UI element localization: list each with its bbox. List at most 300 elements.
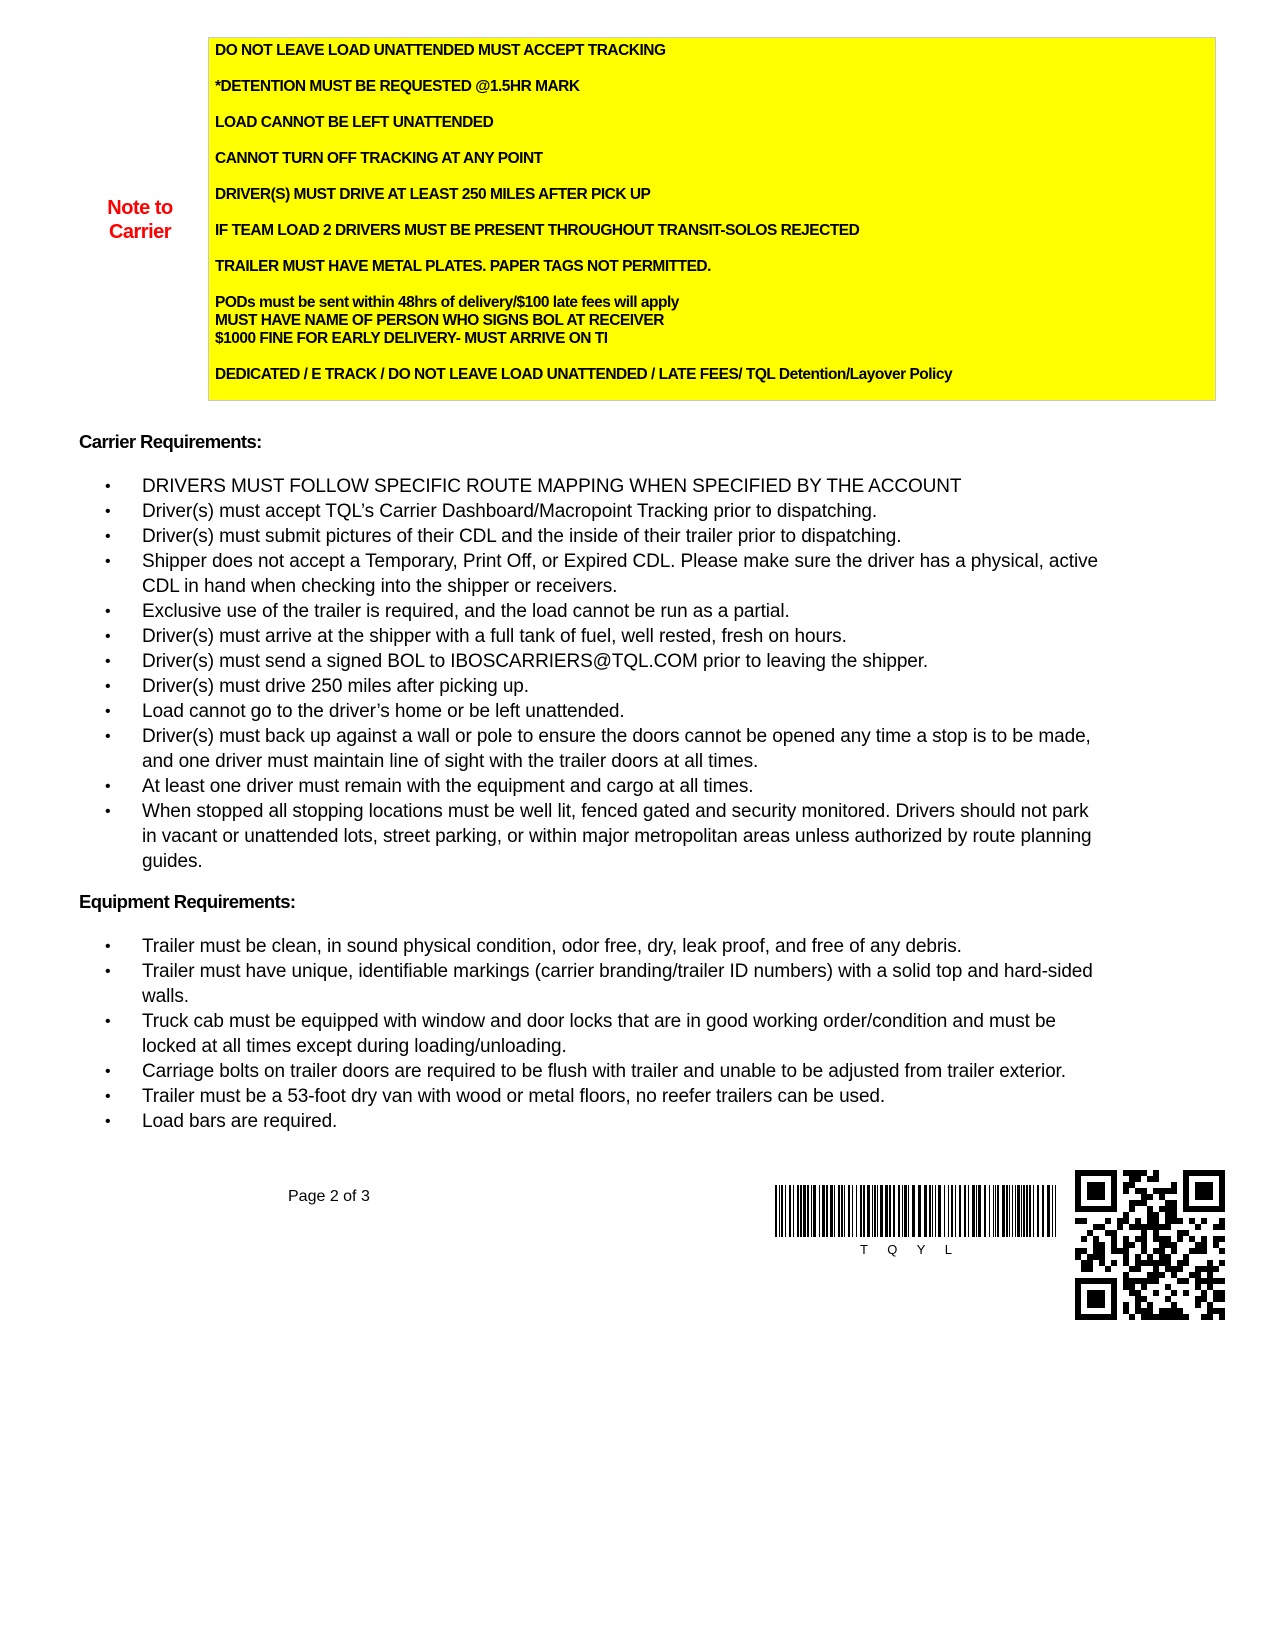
barcode-bar	[785, 1185, 786, 1237]
qr-module	[1207, 1308, 1213, 1314]
qr-module	[1195, 1302, 1201, 1308]
qr-module	[1141, 1200, 1147, 1206]
qr-module	[1159, 1236, 1165, 1242]
qr-module	[1219, 1176, 1225, 1182]
qr-module	[1135, 1218, 1141, 1224]
barcode-bar	[889, 1185, 891, 1237]
bullet-icon: •	[105, 1013, 111, 1030]
qr-module	[1201, 1290, 1207, 1296]
qr-module	[1171, 1182, 1177, 1188]
qr-module	[1111, 1314, 1117, 1320]
qr-module	[1159, 1314, 1165, 1320]
list-item-text: Driver(s) must drive 250 miles after picking up.	[142, 676, 529, 697]
barcode-bar	[997, 1185, 999, 1237]
barcode-bar	[1026, 1185, 1028, 1237]
qr-module	[1075, 1218, 1081, 1224]
qr-module	[1201, 1170, 1207, 1176]
barcode-bar	[918, 1185, 921, 1237]
qr-module	[1087, 1254, 1093, 1260]
qr-module	[1189, 1236, 1195, 1242]
qr-module	[1093, 1290, 1099, 1296]
qr-module	[1129, 1266, 1135, 1272]
qr-module	[1093, 1194, 1099, 1200]
qr-module	[1183, 1182, 1189, 1188]
qr-module	[1153, 1170, 1159, 1176]
note-line: *DETENTION MUST BE REQUESTED @1.5HR MARK	[215, 78, 580, 95]
qr-module	[1189, 1272, 1195, 1278]
qr-module	[1141, 1242, 1147, 1248]
qr-module	[1213, 1224, 1219, 1230]
qr-module	[1177, 1266, 1183, 1272]
qr-module	[1075, 1194, 1081, 1200]
list-item	[105, 1109, 1105, 1134]
qr-module	[1141, 1296, 1147, 1302]
qr-module	[1165, 1296, 1171, 1302]
list-item	[105, 1059, 1105, 1084]
qr-module	[1129, 1224, 1135, 1230]
qr-module	[1141, 1308, 1147, 1314]
qr-module	[1207, 1188, 1213, 1194]
qr-module	[1135, 1200, 1141, 1206]
qr-module	[1075, 1182, 1081, 1188]
qr-module	[1183, 1278, 1189, 1284]
qr-module	[1219, 1296, 1225, 1302]
qr-module	[1207, 1206, 1213, 1212]
list-item-text: Driver(s) must back up against a wall or pole to ensure the doors cannot be opened any time a stop is to be made, and one driver must maintain line of sight with the trailer doors at all times.	[142, 726, 1091, 772]
list-item	[105, 724, 1105, 774]
qr-module	[1105, 1206, 1111, 1212]
barcode-bar	[811, 1185, 812, 1237]
qr-module	[1171, 1314, 1177, 1320]
bullet-icon: •	[105, 478, 111, 495]
qr-module	[1219, 1218, 1225, 1224]
qr-module	[1075, 1254, 1081, 1260]
qr-module	[1189, 1218, 1195, 1224]
qr-module	[1111, 1302, 1117, 1308]
qr-module	[1153, 1230, 1159, 1236]
bullet-icon: •	[105, 628, 111, 645]
barcode-bar	[789, 1185, 791, 1237]
qr-module	[1183, 1194, 1189, 1200]
qr-module	[1195, 1182, 1201, 1188]
barcode-bar	[993, 1185, 994, 1237]
qr-module	[1153, 1272, 1159, 1278]
qr-module	[1123, 1218, 1129, 1224]
qr-module	[1165, 1242, 1171, 1248]
qr-module	[1147, 1272, 1153, 1278]
qr-module	[1135, 1254, 1141, 1260]
list-item	[105, 959, 1105, 1009]
qr-module	[1207, 1182, 1213, 1188]
qr-module	[1123, 1212, 1129, 1218]
qr-module	[1153, 1212, 1159, 1218]
barcode-bar	[959, 1185, 961, 1237]
qr-module	[1111, 1182, 1117, 1188]
qr-module	[1153, 1266, 1159, 1272]
qr-module	[1141, 1170, 1147, 1176]
qr-module	[1195, 1170, 1201, 1176]
qr-module	[1153, 1278, 1159, 1284]
note-line: LOAD CANNOT BE LEFT UNATTENDED	[215, 114, 494, 131]
qr-module	[1165, 1188, 1171, 1194]
qr-module	[1075, 1284, 1081, 1290]
qr-module	[1141, 1278, 1147, 1284]
qr-module	[1081, 1260, 1087, 1266]
qr-module	[1147, 1218, 1153, 1224]
qr-module	[1135, 1236, 1141, 1242]
qr-module	[1141, 1248, 1147, 1254]
barcode-bar	[932, 1185, 933, 1237]
qr-module	[1195, 1194, 1201, 1200]
barcode-bar	[1052, 1185, 1053, 1237]
qr-module	[1087, 1188, 1093, 1194]
qr-module	[1135, 1224, 1141, 1230]
qr-module	[1219, 1314, 1225, 1320]
qr-module	[1207, 1272, 1213, 1278]
qr-module	[1135, 1308, 1141, 1314]
list-item-text: Driver(s) must submit pictures of their CDL and the inside of their trailer prior to dispatching.	[142, 526, 902, 547]
barcode-bar	[841, 1185, 843, 1237]
page-number: Page 2 of 3	[288, 1188, 370, 1205]
qr-module	[1075, 1314, 1081, 1320]
qr-module	[1123, 1188, 1129, 1194]
list-item	[105, 674, 1105, 699]
qr-module	[1147, 1176, 1153, 1182]
qr-module	[1093, 1242, 1099, 1248]
qr-module	[1171, 1188, 1177, 1194]
qr-module	[1159, 1254, 1165, 1260]
qr-module	[1201, 1206, 1207, 1212]
barcode-text: T Q Y L	[859, 1242, 961, 1257]
qr-module	[1075, 1170, 1081, 1176]
bullet-icon: •	[105, 803, 111, 820]
qr-module	[1117, 1248, 1123, 1254]
list-item-text: Carriage bolts on trailer doors are required to be flush with trailer and unable to be adjusted from trailer exterior.	[142, 1061, 1066, 1082]
qr-module	[1129, 1206, 1135, 1212]
qr-module	[1165, 1218, 1171, 1224]
qr-module	[1219, 1248, 1225, 1254]
note-to-carrier-label	[100, 196, 180, 244]
qr-module	[1105, 1266, 1111, 1272]
qr-module	[1219, 1182, 1225, 1188]
barcode-bar	[779, 1185, 780, 1237]
qr-module	[1207, 1278, 1213, 1284]
qr-module	[1195, 1266, 1201, 1272]
qr-module	[1099, 1278, 1105, 1284]
equipment-requirements-list	[105, 934, 1105, 1134]
list-item	[105, 774, 1105, 799]
list-item	[105, 549, 1105, 599]
qr-module	[1213, 1278, 1219, 1284]
list-item-text: DRIVERS MUST FOLLOW SPECIFIC ROUTE MAPPING WHEN SPECIFIED BY THE ACCOUNT	[142, 476, 962, 497]
qr-module	[1123, 1242, 1129, 1248]
barcode-bar	[1006, 1185, 1008, 1237]
qr-module	[1075, 1302, 1081, 1308]
qr-module	[1165, 1260, 1171, 1266]
list-item-text: Driver(s) must accept TQL’s Carrier Dashboard/Macropoint Tracking prior to dispatching.	[142, 501, 878, 522]
barcode-bar	[893, 1185, 895, 1237]
qr-module	[1093, 1170, 1099, 1176]
qr-module	[1111, 1260, 1117, 1266]
qr-module	[1111, 1206, 1117, 1212]
barcode-bar	[1047, 1185, 1050, 1237]
qr-module	[1213, 1242, 1219, 1248]
list-item-text: Trailer must have unique, identifiable markings (carrier branding/trailer ID numbers) with a solid top and hard-sided walls.	[142, 961, 1093, 1007]
qr-module	[1135, 1278, 1141, 1284]
qr-module	[1171, 1266, 1177, 1272]
qr-module	[1183, 1260, 1189, 1266]
qr-module	[1165, 1206, 1171, 1212]
barcode-bar	[863, 1185, 865, 1237]
list-item-text: Driver(s) must arrive at the shipper with a full tank of fuel, well rested, fresh on hours.	[142, 626, 847, 647]
qr-module	[1195, 1284, 1201, 1290]
qr-module	[1081, 1278, 1087, 1284]
list-item-text: When stopped all stopping locations must be well lit, fenced gated and security monitored. Drivers should not park in vacant or unattended lots, street parking, or within major metropolitan areas unless authorized by route planning guides.	[142, 801, 1092, 872]
qr-module	[1219, 1170, 1225, 1176]
barcode-bar	[995, 1185, 996, 1237]
qr-module	[1183, 1230, 1189, 1236]
barcode-bar	[852, 1185, 853, 1237]
barcode-bar	[984, 1185, 986, 1237]
barcode-bar	[775, 1185, 777, 1237]
barcode-bar	[1002, 1185, 1005, 1237]
qr-module	[1105, 1170, 1111, 1176]
qr-module	[1177, 1218, 1183, 1224]
barcode-bar	[929, 1185, 931, 1237]
qr-module	[1135, 1296, 1141, 1302]
barcode-bar	[904, 1185, 907, 1237]
barcode-bar	[972, 1185, 975, 1237]
qr-module	[1201, 1236, 1207, 1242]
qr-module	[1213, 1308, 1219, 1314]
qr-module	[1201, 1248, 1207, 1254]
qr-module	[1195, 1206, 1201, 1212]
list-item	[105, 934, 1105, 959]
qr-module	[1099, 1248, 1105, 1254]
qr-module	[1123, 1182, 1129, 1188]
qr-module	[1201, 1296, 1207, 1302]
qr-module	[1111, 1290, 1117, 1296]
bullet-icon: •	[105, 938, 111, 955]
qr-module	[1075, 1200, 1081, 1206]
qr-module	[1219, 1206, 1225, 1212]
qr-module	[1129, 1182, 1135, 1188]
qr-module	[1099, 1194, 1105, 1200]
qr-module	[1201, 1182, 1207, 1188]
qr-module	[1183, 1314, 1189, 1320]
qr-module	[1213, 1290, 1219, 1296]
barcode-bar	[1012, 1185, 1013, 1237]
qr-module	[1219, 1194, 1225, 1200]
qr-module	[1177, 1278, 1183, 1284]
qr-module	[1177, 1314, 1183, 1320]
qr-module	[1189, 1170, 1195, 1176]
qr-module	[1123, 1308, 1129, 1314]
barcode-bar	[885, 1185, 888, 1237]
bullet-icon: •	[105, 528, 111, 545]
qr-module	[1153, 1218, 1159, 1224]
qr-module	[1195, 1278, 1201, 1284]
qr-module	[1117, 1218, 1123, 1224]
barcode-bar	[908, 1185, 909, 1237]
qr-module	[1165, 1308, 1171, 1314]
list-item	[105, 649, 1105, 674]
bullet-icon: •	[105, 603, 111, 620]
barcode-bar	[880, 1185, 883, 1237]
qr-module	[1105, 1278, 1111, 1284]
qr-module	[1147, 1314, 1153, 1320]
qr-module	[1147, 1254, 1153, 1260]
qr-module	[1153, 1314, 1159, 1320]
list-item	[105, 499, 1105, 524]
bullet-icon: •	[105, 728, 111, 745]
qr-module	[1093, 1182, 1099, 1188]
note-label-line1: Note to	[107, 197, 173, 219]
barcode-bar	[793, 1185, 794, 1237]
qr-module	[1147, 1212, 1153, 1218]
note-line: TRAILER MUST HAVE METAL PLATES. PAPER TAGS NOT PERMITTED.	[215, 258, 711, 275]
qr-module	[1099, 1290, 1105, 1296]
qr-module	[1099, 1182, 1105, 1188]
qr-module	[1099, 1302, 1105, 1308]
note-label-line2: Carrier	[108, 221, 172, 243]
qr-module	[1147, 1302, 1153, 1308]
qr-module	[1183, 1188, 1189, 1194]
qr-module	[1147, 1260, 1153, 1266]
list-item	[105, 699, 1105, 724]
list-item-text: Trailer must be clean, in sound physical condition, odor free, dry, leak proof, and free of any debris.	[142, 936, 962, 957]
qr-module	[1111, 1170, 1117, 1176]
list-item	[105, 599, 1105, 624]
qr-module	[1123, 1260, 1129, 1266]
note-line: PODs must be sent within 48hrs of delivery/$100 late fees will apply	[215, 294, 679, 311]
barcode-bar	[819, 1185, 820, 1237]
qr-module	[1111, 1248, 1117, 1254]
qr-module	[1201, 1266, 1207, 1272]
qr-module	[1207, 1314, 1213, 1320]
qr-module	[1111, 1242, 1117, 1248]
barcode-bar	[938, 1185, 941, 1237]
barcode-bar	[944, 1185, 945, 1237]
qr-module	[1141, 1188, 1147, 1194]
list-item	[105, 624, 1105, 649]
qr-module	[1207, 1194, 1213, 1200]
qr-module	[1195, 1188, 1201, 1194]
qr-module	[1093, 1188, 1099, 1194]
note-line: CANNOT TURN OFF TRACKING AT ANY POINT	[215, 150, 543, 167]
qr-module	[1189, 1206, 1195, 1212]
qr-module	[1141, 1236, 1147, 1242]
note-line: DRIVER(S) MUST DRIVE AT LEAST 250 MILES AFTER PICK UP	[215, 186, 651, 203]
qr-module	[1153, 1290, 1159, 1296]
qr-module	[1177, 1230, 1183, 1236]
barcode-bar	[1021, 1185, 1022, 1237]
barcode-bar	[848, 1185, 850, 1237]
qr-module	[1123, 1284, 1129, 1290]
qr-module	[1105, 1314, 1111, 1320]
qr-module	[1099, 1206, 1105, 1212]
barcode-image	[775, 1185, 1062, 1257]
qr-module	[1111, 1230, 1117, 1236]
qr-module	[1075, 1278, 1081, 1284]
qr-module	[1159, 1242, 1165, 1248]
barcode-bar	[976, 1185, 977, 1237]
qr-module	[1087, 1170, 1093, 1176]
qr-module	[1093, 1254, 1099, 1260]
qr-module	[1099, 1242, 1105, 1248]
qr-module	[1195, 1272, 1201, 1278]
qr-module	[1075, 1308, 1081, 1314]
qr-module	[1081, 1314, 1087, 1320]
qr-module	[1165, 1212, 1171, 1218]
qr-module	[1171, 1206, 1177, 1212]
qr-module	[1129, 1242, 1135, 1248]
qr-module	[1171, 1242, 1177, 1248]
barcode-bar	[955, 1185, 956, 1237]
qr-module	[1195, 1248, 1201, 1254]
qr-modules	[1075, 1170, 1225, 1320]
qr-module	[1165, 1266, 1171, 1272]
note-line: IF TEAM LOAD 2 DRIVERS MUST BE PRESENT THROUGHOUT TRANSIT-SOLOS REJECTED	[215, 222, 860, 239]
qr-module	[1075, 1176, 1081, 1182]
barcode-bar	[826, 1185, 828, 1237]
qr-module	[1141, 1230, 1147, 1236]
qr-module	[1111, 1284, 1117, 1290]
qr-module	[1129, 1284, 1135, 1290]
qr-module	[1099, 1254, 1105, 1260]
qr-module	[1207, 1170, 1213, 1176]
qr-module	[1147, 1206, 1153, 1212]
qr-module	[1207, 1284, 1213, 1290]
qr-module	[1195, 1242, 1201, 1248]
qr-module	[1147, 1278, 1153, 1284]
qr-module	[1099, 1260, 1105, 1266]
qr-module	[1165, 1236, 1171, 1242]
list-item-text: Load cannot go to the driver’s home or be left unattended.	[142, 701, 625, 722]
bullet-icon: •	[105, 653, 111, 670]
barcode-bar	[1037, 1185, 1039, 1237]
barcode-bar	[902, 1185, 903, 1237]
note-line: DEDICATED / E TRACK / DO NOT LEAVE LOAD UNATTENDED / LATE FEES/ TQL Detention/Layover Policy	[215, 366, 953, 383]
barcode-bar	[874, 1185, 876, 1237]
qr-module	[1099, 1224, 1105, 1230]
qr-module	[1171, 1308, 1177, 1314]
qr-module	[1129, 1290, 1135, 1296]
barcode-bar	[838, 1185, 840, 1237]
barcode-bar	[813, 1185, 816, 1237]
qr-module	[1213, 1266, 1219, 1272]
bullet-icon: •	[105, 1063, 111, 1080]
qr-module	[1111, 1194, 1117, 1200]
bullet-icon: •	[105, 1113, 111, 1130]
qr-module	[1159, 1260, 1165, 1266]
qr-module	[1159, 1206, 1165, 1212]
qr-module	[1099, 1188, 1105, 1194]
qr-module	[1087, 1296, 1093, 1302]
qr-module	[1129, 1200, 1135, 1206]
qr-module	[1075, 1296, 1081, 1302]
list-item	[105, 1084, 1105, 1109]
qr-module	[1075, 1188, 1081, 1194]
note-line: $1000 FINE FOR EARLY DELIVERY- MUST ARRIVE ON TI	[215, 330, 608, 347]
barcode-bar	[1055, 1185, 1056, 1237]
qr-module	[1171, 1248, 1177, 1254]
qr-module	[1075, 1248, 1081, 1254]
qr-module	[1081, 1236, 1087, 1242]
qr-module	[1081, 1170, 1087, 1176]
qr-module	[1081, 1218, 1087, 1224]
qr-module	[1207, 1266, 1213, 1272]
